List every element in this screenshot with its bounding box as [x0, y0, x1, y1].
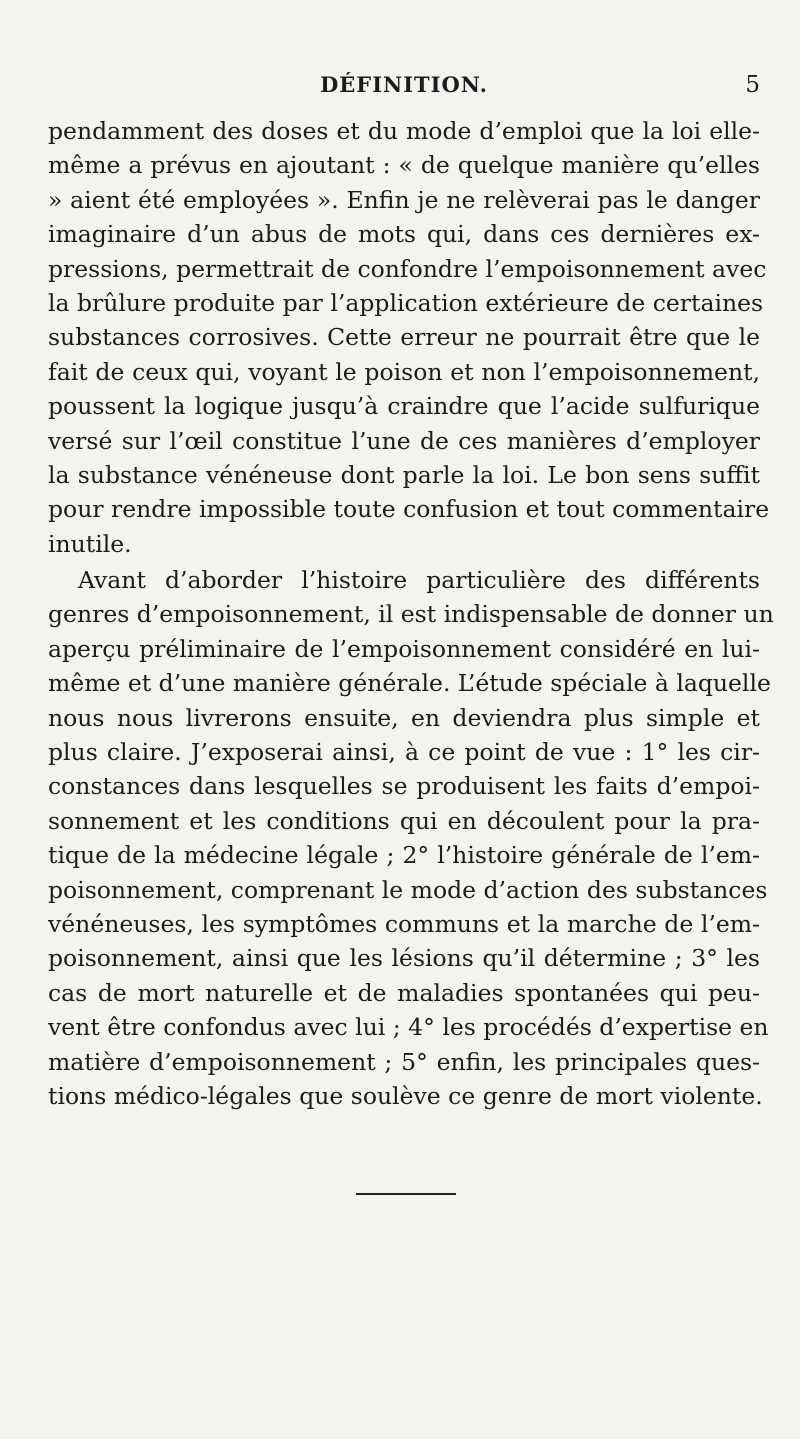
text-line: même a prévus en ajoutant : « de quelque manière qu’elles: [48, 151, 760, 180]
text-line: poisonnement, ainsi que les lésions qu’il détermine ; 3° les: [48, 944, 760, 973]
page-number: 5: [745, 72, 760, 98]
text-line: constances dans lesquelles se produisent les faits d’empoi-: [48, 772, 760, 801]
text-line: plus claire. J’exposerai ainsi, à ce point de vue : 1° les cir-: [48, 738, 760, 767]
text-line: pour rendre impossible toute confusion et tout commentaire: [48, 495, 770, 524]
text-line: Avant d’aborder l’histoire particulière des différents: [78, 566, 760, 595]
running-title: DÉFINITION.: [320, 72, 488, 97]
text-line: tions médico-légales que soulève ce genre de mort violente.: [48, 1081, 763, 1110]
text-line: cas de mort naturelle et de maladies spontanées qui peu-: [48, 978, 760, 1007]
text-line: même et d’une manière générale. L’étude spéciale à laquelle: [48, 669, 771, 698]
text-line: » aient été employées ». Enfin je ne relèverai pas le danger: [48, 185, 760, 214]
text-line: inutile.: [48, 529, 132, 558]
text-line: matière d’empoisonnement ; 5° enfin, les principales ques-: [48, 1047, 760, 1076]
text-line: genres d’empoisonnement, il est indispensable de donner un: [48, 600, 774, 629]
paragraph: [48, 563, 774, 1113]
text-line: versé sur l’œil constitue l’une de ces manières d’employer: [48, 426, 760, 455]
text-line: vent être confondus avec lui ; 4° les procédés d’expertise en: [48, 1013, 769, 1042]
text-line: vénéneuses, les symptômes communs et la marche de l’em-: [48, 909, 760, 938]
body-text: [48, 114, 774, 1113]
text-line: aperçu préliminaire de l’empoisonnement considéré en lui-: [48, 634, 760, 663]
section-end-rule: [356, 1193, 456, 1195]
text-line: pressions, permettrait de confondre l’empoisonnement avec: [48, 254, 767, 283]
text-line: pendamment des doses et du mode d’emploi que la loi elle-: [48, 117, 760, 145]
text-line: nous nous livrerons ensuite, en deviendra plus simple et: [48, 703, 760, 732]
text-line: la brûlure produite par l’application extérieure de certaines: [48, 288, 764, 317]
text-line: substances corrosives. Cette erreur ne pourrait être que le: [48, 323, 760, 352]
text-line: poisonnement, comprenant le mode d’action des substances: [48, 875, 768, 904]
paragraph: [48, 114, 770, 561]
text-line: tique de la médecine légale ; 2° l’histoire générale de l’em-: [48, 841, 760, 870]
page-header: [48, 72, 760, 106]
text-line: fait de ceux qui, voyant le poison et non l’empoisonnement,: [48, 357, 760, 386]
text-line: imaginaire d’un abus de mots qui, dans ces dernières ex-: [48, 220, 760, 249]
text-line: sonnement et les conditions qui en découlent pour la pra-: [48, 806, 760, 835]
text-line: poussent la logique jusqu’à craindre que l’acide sulfurique: [48, 392, 760, 421]
text-line: la substance vénéneuse dont parle la loi. Le bon sens suffit: [48, 460, 760, 489]
